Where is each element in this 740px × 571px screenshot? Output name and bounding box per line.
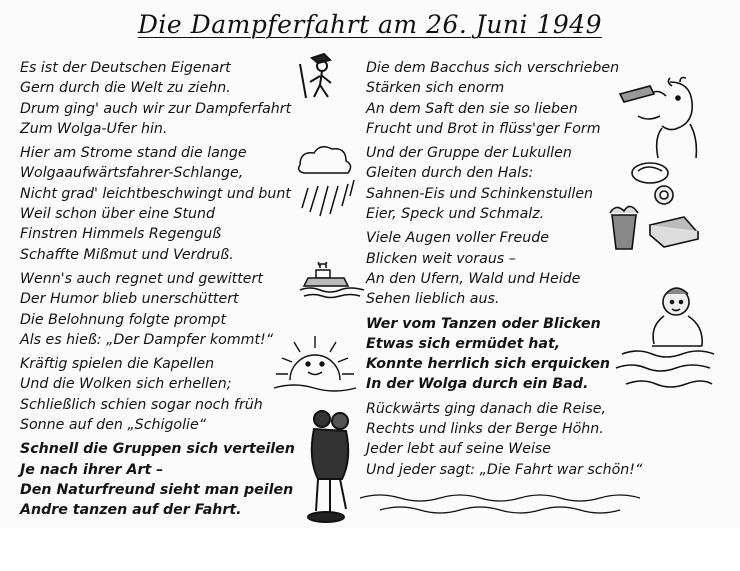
steamer-icon: [298, 262, 368, 307]
verse-line: Es ist der Deutschen Eigenart: [20, 60, 231, 76]
verse-line: Eier, Speck und Schmalz.: [366, 206, 545, 223]
verse-line: Und jeder sagt: „Die Fahrt war schön!“: [366, 461, 643, 478]
verse-line: Den Naturfreund sieht man peilen: [20, 481, 294, 498]
verse-line: Sehen lieblich aus.: [366, 291, 500, 308]
verse-line: Gern durch die Welt zu ziehn.: [20, 80, 231, 97]
verse-line: Sahnen-Eis und Schinkenstullen: [366, 185, 594, 202]
verse-line: Rechts und links der Berge Höhn.: [366, 421, 604, 438]
verse-line: Sonne auf den „Schigolie“: [20, 417, 207, 434]
verse-line: Finstren Himmels Regenguß: [20, 226, 222, 243]
verse-line: Die Belohnung folgte prompt: [20, 311, 227, 328]
verse-line: Wer vom Tanzen oder Blicken: [366, 315, 601, 332]
verse-line: An dem Saft den sie so lieben: [366, 100, 578, 117]
sun-face-icon: [270, 330, 360, 400]
verse-line: Jeder lebt auf seine Weise: [366, 441, 552, 458]
verse-line: Viele Augen voller Freude: [366, 230, 549, 247]
verse-line: Gleiten durch den Hals:: [366, 165, 534, 182]
verse-line: An den Ufern, Wald und Heide: [366, 270, 581, 287]
verse-line: Drum ging' auch wir zur Dampferfahrt: [20, 100, 292, 117]
verse-line: Nicht grad' leichtbeschwingt und bunt: [20, 185, 291, 202]
verse-line: Zum Wolga-Ufer hin.: [20, 120, 168, 137]
verse-line: Andre tanzen auf der Fahrt.: [20, 502, 242, 519]
verse-line: Etwas sich ermüdet hat,: [366, 335, 561, 352]
verse-line: Je nach ihrer Art –: [20, 461, 164, 478]
dancing-couple-icon: [296, 405, 366, 525]
verse-line: Und die Wolken sich erhellen;: [20, 376, 232, 393]
wanderer-icon: [290, 50, 350, 100]
rain-cloud-icon: [290, 140, 360, 230]
verse-line: Schaffte Mißmut und Verdruß.: [20, 246, 234, 263]
page-margin: [0, 528, 740, 571]
stanza: [366, 399, 656, 480]
verse-line: Schließlich schien sogar noch früh: [20, 396, 263, 413]
verse-line: Der Humor blieb unerschüttert: [20, 291, 239, 308]
river-waves-icon: [360, 488, 660, 520]
swimmer-icon: [612, 280, 722, 405]
verse-line: Schnell die Gruppen sich verteilen: [20, 441, 295, 458]
poem-title: Die Dampferfahrt am 26. Juni 1949: [137, 10, 603, 39]
verse-line: Rückwärts ging danach die Reise,: [366, 400, 606, 417]
verse-line: Weil schon über eine Stund: [20, 206, 216, 223]
food-icon: [606, 155, 706, 260]
verse-line: Konnte herrlich sich erquicken: [366, 356, 610, 373]
verse-line: Wenn's auch regnet und gewittert: [20, 270, 263, 287]
verse-line: Wolgaaufwärtsfahrer-Schlange,: [20, 165, 244, 182]
verse-line: Die dem Bacchus sich verschrieben: [366, 60, 620, 76]
verse-line: Und der Gruppe der Lukullen: [366, 145, 572, 162]
verse-line: Blicken weit voraus –: [366, 250, 516, 267]
verse-line: Als es hieß: „Der Dampfer kommt!“: [20, 331, 274, 348]
verse-line: Frucht und Brot in flüss'ger Form: [366, 120, 601, 137]
verse-line: Hier am Strome stand die lange: [20, 145, 247, 162]
verse-line: Stärken sich enorm: [366, 80, 505, 97]
verse-line: Kräftig spielen die Kapellen: [20, 356, 215, 373]
drinker-icon: [610, 76, 710, 166]
verse-line: In der Wolga durch ein Bad.: [366, 376, 589, 393]
